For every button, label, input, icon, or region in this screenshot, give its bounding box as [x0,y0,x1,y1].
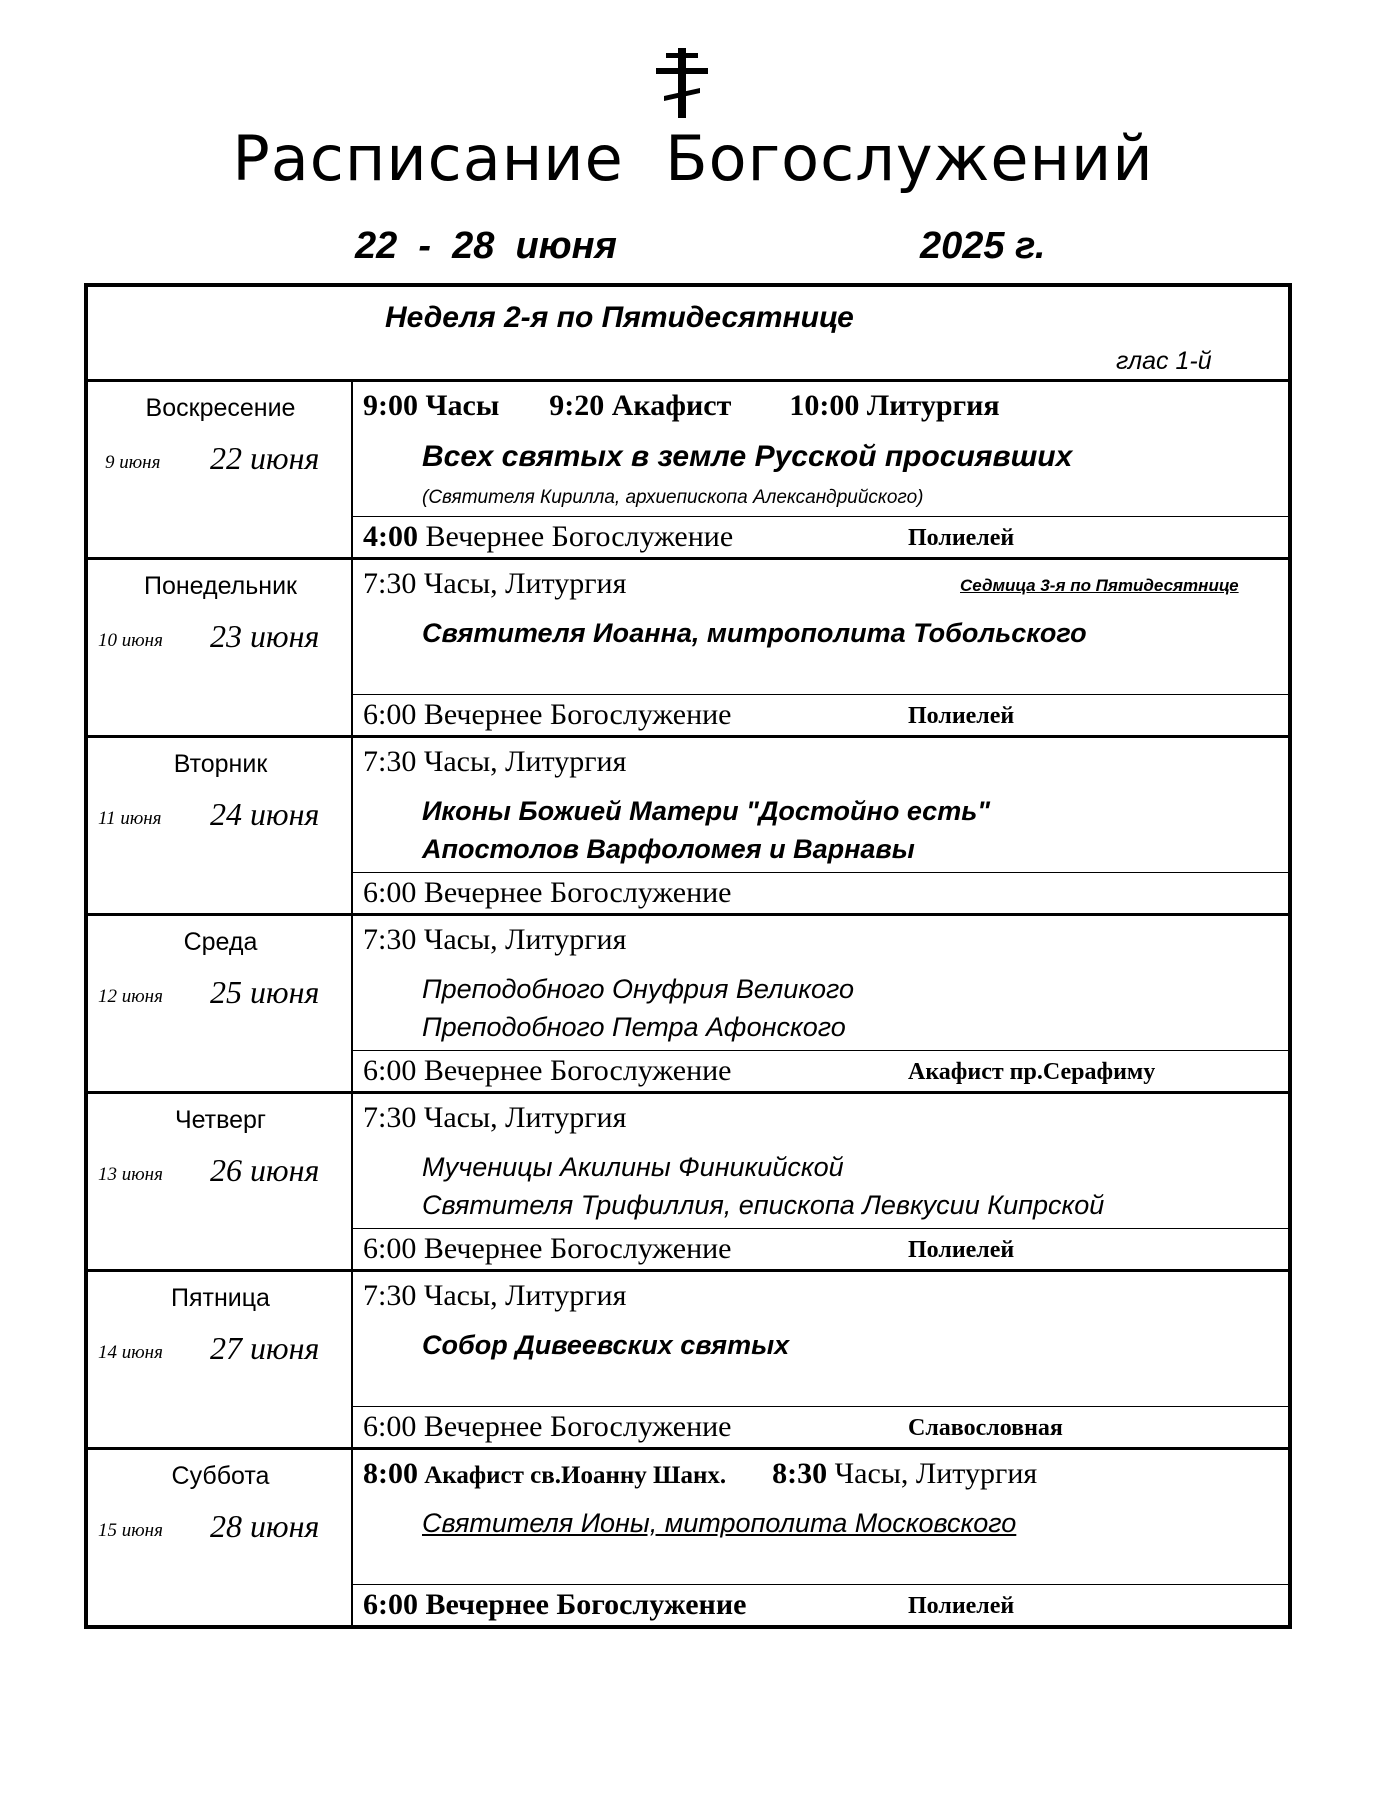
new-style-date: 25 июня [210,974,320,1010]
saint-commemoration: Собор Дивеевских святых [422,1330,790,1360]
old-style-date: 15 июня [98,1520,163,1541]
day-row-sunday [88,382,1288,560]
schedule-table [84,283,1292,1629]
saint-commemoration: Святителя Ионы, митрополита Московского [422,1508,1017,1538]
saint-commemoration: Всех святых в земле Русской просиявших [422,440,1073,473]
saint-commemoration: Святителя Трифиллия, епископа Левкусии Кипрской [422,1190,1105,1220]
day-row-friday [88,1272,1288,1450]
evening-service: 6:00 Вечернее Богослужение [363,1410,732,1443]
saint-commemoration: Преподобного Онуфрия Великого [422,974,855,1004]
weekday: Воскресение [145,394,296,422]
saint-commemoration: Преподобного Петра Афонского [422,1012,846,1042]
evening-row [353,1050,1288,1094]
weekday: Четверг [174,1106,267,1134]
evening-note: Славословная [908,1415,1063,1441]
day-cell [88,1094,353,1269]
evening-note: Полиелей [908,1237,1015,1263]
evening-service: 6:00 Вечернее Богослужение [363,1588,747,1621]
year: 2025 г. [920,225,1046,267]
old-style-date: 10 июня [98,630,163,651]
evening-note: Полиелей [908,1593,1015,1619]
evening-service: 6:00 Вечернее Богослужение [363,876,732,909]
day-cell [88,1272,353,1447]
orthodox-cross-icon [650,48,714,118]
service: Акафист [604,389,732,422]
evening-note: Полиелей [908,703,1015,729]
evening-row [353,1584,1288,1628]
week-title: Неделя 2-я по Пятидесятнице [385,301,854,334]
evening-note: Полиелей [908,525,1015,551]
time: 4:00 [363,520,418,553]
morning-services: 7:30 Часы, Литургия [363,745,627,778]
service: Часы [418,389,500,422]
old-style-date: 11 июня [98,808,162,829]
time: 10:00 [789,389,860,422]
day-row-wednesday [88,916,1288,1094]
morning-services: 7:30 Часы, Литургия [363,567,627,600]
time: 9:00 [363,389,418,422]
saint-commemoration: Иконы Божией Матери "Достойно есть" [422,796,991,826]
evening-note: Акафист пр.Серафиму [908,1059,1156,1085]
new-style-date: 28 июня [210,1508,320,1544]
service: Литургия [859,389,1000,422]
weekday: Понедельник [143,572,297,600]
evening-service: 6:00 Вечернее Богослужение [363,1232,732,1265]
evening-service [363,520,733,554]
evening-row [353,516,1288,560]
day-row-thursday [88,1094,1288,1272]
time: 8:00 [363,1457,418,1490]
weekday: Пятница [171,1284,270,1312]
time: 9:20 [549,389,605,422]
day-cell [88,916,353,1091]
morning-services [363,389,1000,423]
new-style-date: 24 июня [210,796,320,832]
evening-row [353,1406,1288,1450]
morning-services: 7:30 Часы, Литургия [363,1279,627,1312]
service: Часы, Литургия [827,1457,1038,1490]
old-style-date: 14 июня [98,1342,163,1363]
page-title: Расписание Богослужений [232,122,1154,195]
service: Вечернее Богослужение [418,520,734,553]
day-cell [88,1450,353,1628]
morning-services: 7:30 Часы, Литургия [363,1101,627,1134]
weekday: Суббота [171,1462,270,1490]
old-style-date: 9 июня [105,452,161,473]
evening-row [353,872,1288,916]
tone: глас 1-й [1116,347,1212,375]
old-style-date: 12 июня [98,986,163,1007]
weekday: Вторник [173,750,268,778]
saint-commemoration: Святителя Иоанна, митрополита Тобольского [422,618,1087,648]
service: Акафист св.Иоанну Шанх. [418,1462,727,1489]
morning-services [363,1457,1037,1491]
date-range: 22 - 28 июня [355,225,617,267]
old-style-date: 13 июня [98,1164,163,1185]
evening-service: 6:00 Вечернее Богослужение [363,698,732,731]
day-cell [88,738,353,913]
day-row-saturday [88,1450,1288,1628]
day-cell [88,560,353,735]
new-style-date: 22 июня [210,440,320,476]
evening-service: 6:00 Вечернее Богослужение [363,1054,732,1087]
day-cell [88,382,353,557]
evening-row [353,694,1288,738]
saint-note: (Святителя Кирилла, архиепископа Александрийского) [422,487,924,508]
evening-row [353,1228,1288,1272]
day-row-monday [88,560,1288,738]
weekday: Среда [183,928,258,956]
time: 8:30 [772,1457,828,1490]
saint-commemoration: Апостолов Варфоломея и Варнавы [422,834,915,864]
sedmica-label: Седмица 3-я по Пятидесятнице [960,576,1239,595]
new-style-date: 26 июня [210,1152,320,1188]
new-style-date: 23 июня [210,618,320,654]
morning-services: 7:30 Часы, Литургия [363,923,627,956]
day-row-tuesday [88,738,1288,916]
new-style-date: 27 июня [210,1330,320,1366]
week-header [88,287,1288,382]
saint-commemoration: Мученицы Акилины Финикийской [422,1152,844,1182]
